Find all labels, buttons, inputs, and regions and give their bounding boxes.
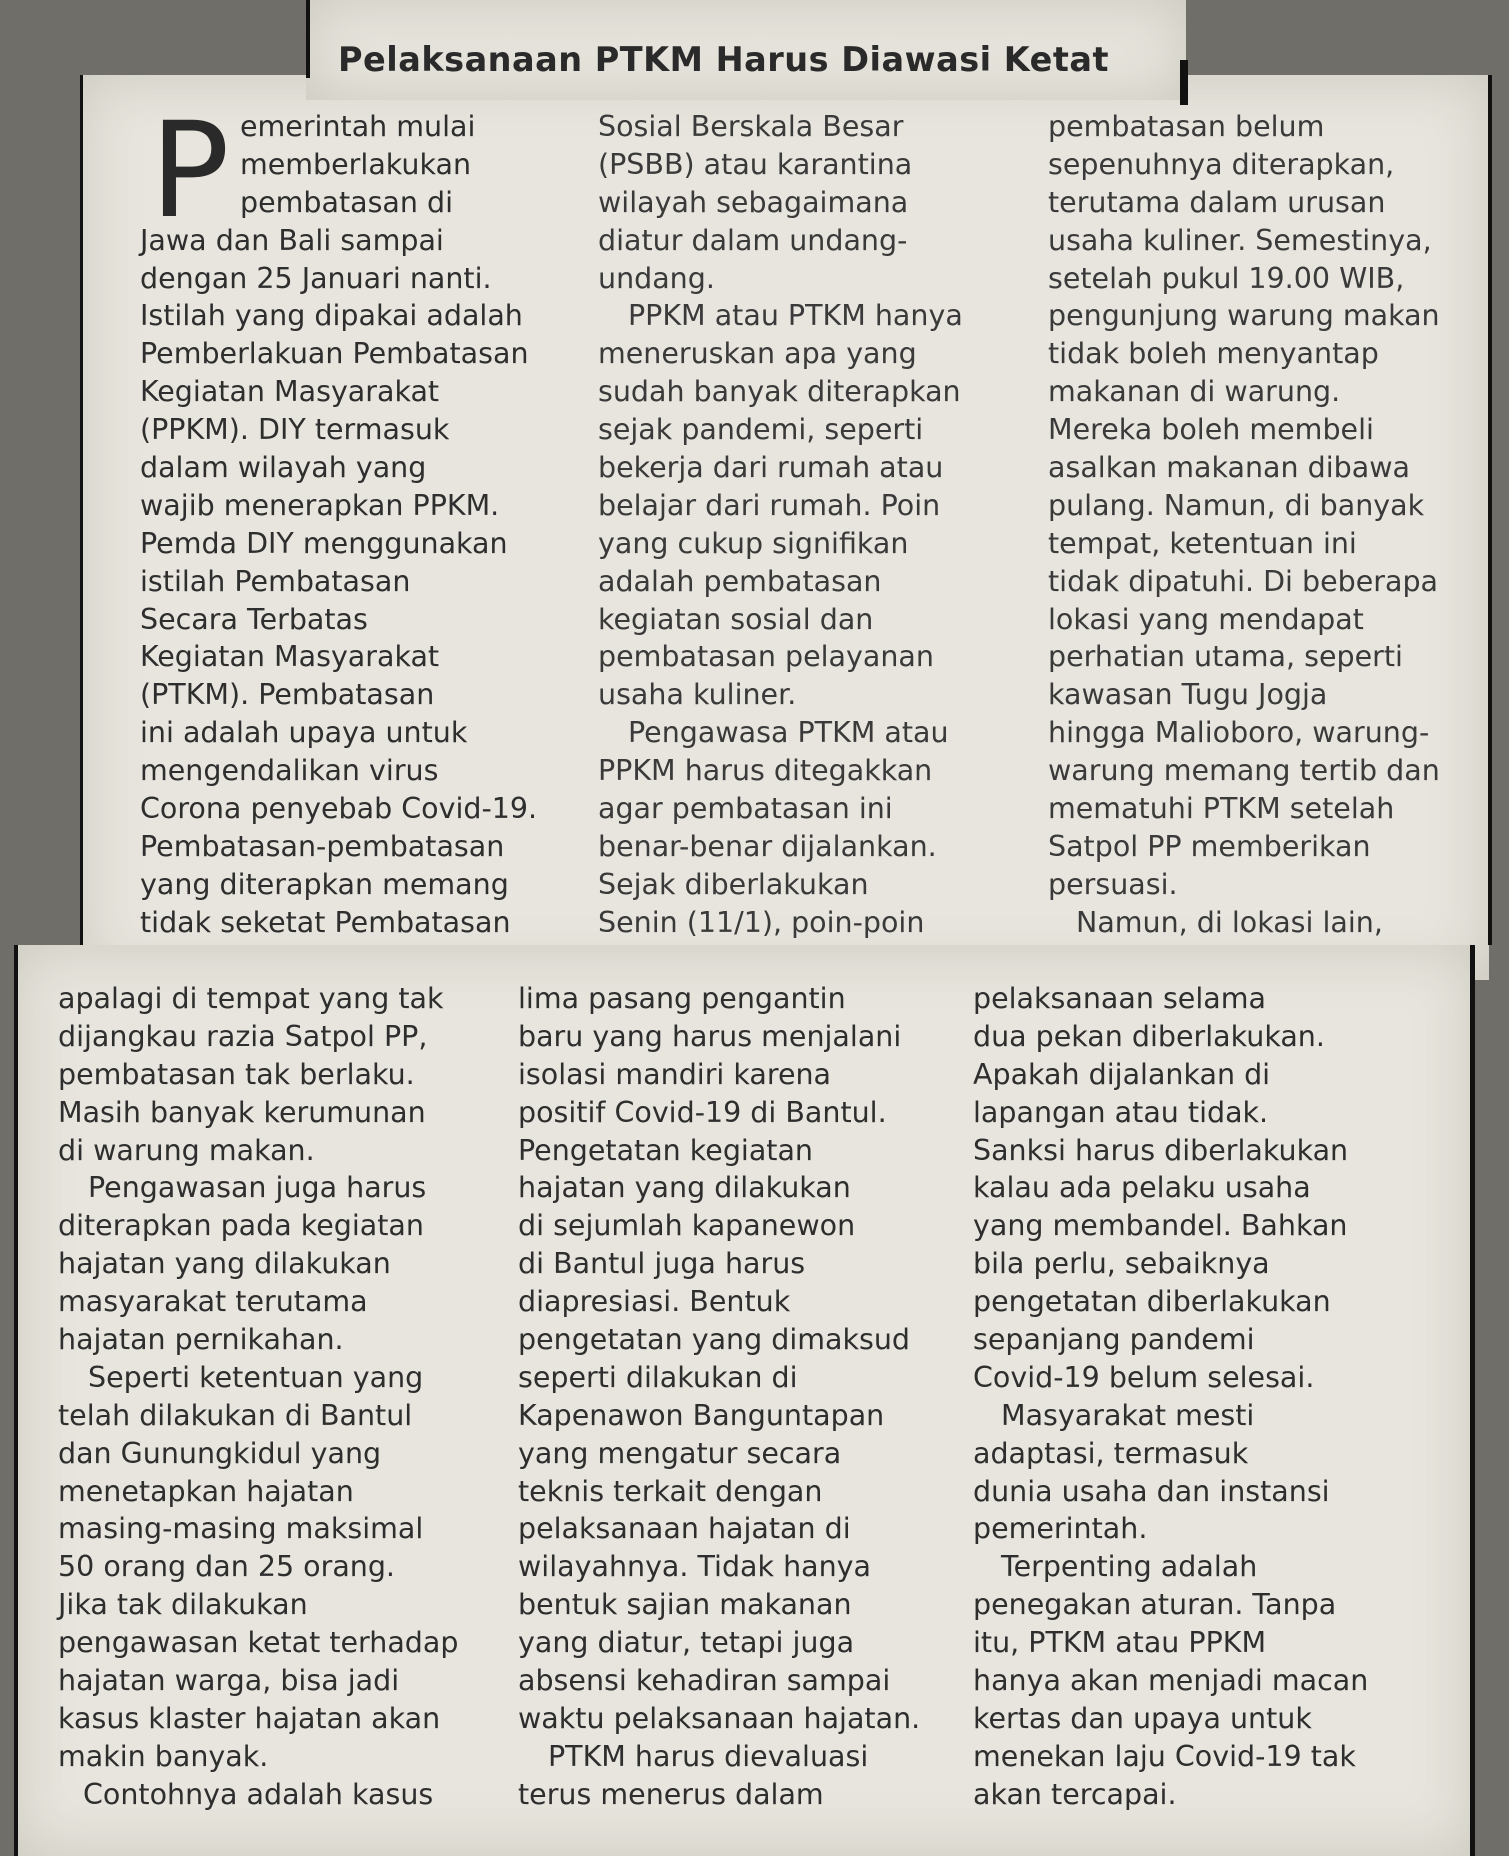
text-line: usaha kuliner. [598, 678, 797, 712]
text-line: tidak boleh menyantap [1048, 337, 1379, 371]
text-line: (PSBB) atau karantina [598, 147, 913, 181]
drop-cap: P [150, 94, 230, 248]
text-line: hajatan pernikahan. [58, 1323, 344, 1357]
text-line: Pengawasa PTKM atau [628, 716, 949, 750]
text-line: absensi kehadiran sampai [518, 1664, 891, 1698]
text-line: pembatasan belum [1048, 110, 1325, 143]
text-line: Sejak diberlakukan [598, 867, 869, 901]
text-line: Masih banyak kerumunan [58, 1095, 426, 1129]
text-line: hanya akan menjadi macan [973, 1664, 1369, 1698]
text-line: hingga Malioboro, warung- [1048, 716, 1430, 750]
text-line: pembatasan di [240, 185, 454, 219]
text-line: undang. [598, 261, 715, 295]
text-line: pengunjung warung makan [1048, 299, 1440, 333]
text-line: Pengawasan juga harus [88, 1171, 427, 1205]
text-line: penegakan aturan. Tanpa [973, 1588, 1337, 1622]
text-line: Jika tak dilakukan [58, 1588, 308, 1622]
text-line: sepenuhnya diterapkan, [1048, 147, 1395, 181]
text-line: isolasi mandiri karena [518, 1057, 832, 1091]
text-line: wilayah sebagaimana [598, 185, 909, 219]
top-column-2 [598, 108, 963, 942]
text-line: Namun, di lokasi lain, [1076, 905, 1383, 939]
clipping-edge [14, 945, 18, 1856]
text-line: di warung makan. [58, 1133, 315, 1167]
text-line: pelaksanaan selama [973, 982, 1266, 1015]
text-line: pembatasan pelayanan [598, 640, 934, 674]
text-line: makin banyak. [58, 1739, 269, 1773]
text-line: adaptasi, termasuk [973, 1436, 1249, 1470]
text-line: itu, PTKM atau PPKM [973, 1626, 1267, 1660]
text-line: meneruskan apa yang [598, 337, 917, 371]
text-line: istilah Pembatasan [140, 564, 411, 598]
text-line: lokasi yang mendapat [1048, 602, 1364, 636]
text-line: diterapkan pada kegiatan [58, 1209, 424, 1243]
text-line: Apakah dijalankan di [973, 1057, 1271, 1091]
text-line: sepanjang pandemi [973, 1323, 1255, 1357]
text-line: mengendalikan virus [140, 754, 439, 788]
text-line: kegiatan sosial dan [598, 602, 874, 636]
text-line: telah dilakukan di Bantul [58, 1398, 413, 1432]
text-line: Terpenting adalah [1001, 1550, 1258, 1584]
text-line: ini adalah upaya untuk [140, 716, 468, 750]
bottom-column-3 [973, 980, 1368, 1814]
text-line: Istilah yang dipakai adalah [140, 299, 523, 333]
text-line: pengetatan diberlakukan [973, 1285, 1331, 1319]
text-line: Pemberlakuan Pembatasan [140, 337, 529, 371]
text-line: diatur dalam undang- [598, 223, 908, 257]
text-line: tempat, ketentuan ini [1048, 526, 1357, 560]
text-line: makanan di warung. [1048, 375, 1341, 409]
text-line: akan tercapai. [973, 1777, 1177, 1811]
text-line: (PPKM). DIY termasuk [140, 413, 450, 447]
text-line: Pembatasan-pembatasan [140, 829, 505, 863]
article-headline: Pelaksanaan PTKM Harus Diawasi Ketat [338, 40, 1109, 79]
text-line: dua pekan diberlakukan. [973, 1019, 1325, 1053]
text-line: Masyarakat mesti [1001, 1398, 1255, 1432]
text-line: pelaksanaan hajatan di [518, 1512, 851, 1546]
bottom-column-1 [58, 980, 458, 1814]
text-line: Senin (11/1), poin-poin [598, 905, 925, 939]
text-line: sudah banyak diterapkan [598, 375, 961, 409]
text-line: mematuhi PTKM setelah [1048, 792, 1395, 826]
text-line: Covid-19 belum selesai. [973, 1360, 1315, 1394]
text-line: terus menerus dalam [518, 1777, 824, 1811]
text-line: benar-benar dijalankan. [598, 829, 937, 863]
text-line: tidak dipatuhi. Di beberapa [1048, 564, 1439, 598]
text-line: tidak seketat Pembatasan [140, 905, 511, 939]
text-line: kalau ada pelaku usaha [973, 1171, 1311, 1205]
text-line: baru yang harus menjalani [518, 1019, 902, 1053]
text-line: hajatan yang dilakukan [58, 1247, 391, 1281]
text-line: Satpol PP memberikan [1048, 829, 1371, 863]
text-line: yang diterapkan memang [140, 867, 509, 901]
text-line: menetapkan hajatan [58, 1474, 354, 1508]
text-line: bentuk sajian makanan [518, 1588, 852, 1622]
text-line: masing-masing maksimal [58, 1512, 424, 1546]
text-line: Secara Terbatas [140, 602, 368, 636]
text-line: Pengetatan kegiatan [518, 1133, 813, 1167]
text-line: yang mengatur secara [518, 1436, 842, 1470]
text-line: Seperti ketentuan yang [88, 1360, 424, 1394]
text-line: waktu pelaksanaan hajatan. [518, 1701, 921, 1735]
text-line: emerintah mulai [240, 110, 476, 143]
text-line: positif Covid-19 di Bantul. [518, 1095, 887, 1129]
text-line: hajatan yang dilakukan [518, 1171, 851, 1205]
text-line: pengawasan ketat terhadap [58, 1626, 459, 1660]
text-line: kawasan Tugu Jogja [1048, 678, 1328, 712]
text-line: menekan laju Covid-19 tak [973, 1739, 1356, 1773]
text-line: kertas dan upaya untuk [973, 1701, 1312, 1735]
text-line: pembatasan tak berlaku. [58, 1057, 415, 1091]
clipping-edge [1488, 75, 1492, 945]
text-line: Corona penyebab Covid-19. [140, 792, 538, 826]
text-line: Contohnya adalah kasus [83, 1777, 434, 1811]
text-line: warung memang tertib dan [1048, 754, 1440, 788]
text-line: adalah pembatasan [598, 564, 882, 598]
clipping-edge [1180, 60, 1188, 105]
text-line: terutama dalam urusan [1048, 185, 1386, 219]
text-line: masyarakat terutama [58, 1285, 368, 1319]
text-line: asalkan makanan dibawa [1048, 451, 1410, 485]
top-column-1 [140, 108, 537, 942]
top-column-3 [1048, 108, 1440, 942]
text-line: dijangkau razia Satpol PP, [58, 1019, 428, 1053]
text-line: persuasi. [1048, 867, 1178, 901]
text-line: pengetatan yang dimaksud [518, 1323, 911, 1357]
text-line: dunia usaha dan instansi [973, 1474, 1330, 1508]
text-line: PPKM atau PTKM hanya [628, 299, 963, 333]
text-line: yang membandel. Bahkan [973, 1209, 1348, 1243]
text-line: (PTKM). Pembatasan [140, 678, 435, 712]
text-line: dan Gunungkidul yang [58, 1436, 382, 1470]
text-line: di Bantul juga harus [518, 1247, 806, 1281]
text-line: wilayahnya. Tidak hanya [518, 1550, 872, 1584]
text-line: perhatian utama, seperti [1048, 640, 1403, 674]
text-line: wajib menerapkan PPKM. [140, 488, 500, 522]
text-line: seperti dilakukan di [518, 1360, 798, 1394]
text-line: kasus klaster hajatan akan [58, 1701, 441, 1735]
text-line: hajatan warga, bisa jadi [58, 1664, 400, 1698]
text-line: Jawa dan Bali sampai [140, 223, 444, 257]
text-line: yang cukup signifikan [598, 526, 909, 560]
text-line: Kapenawon Banguntapan [518, 1398, 885, 1432]
text-line: diapresiasi. Bentuk [518, 1285, 791, 1319]
text-line: di sejumlah kapanewon [518, 1209, 856, 1243]
clipping-edge [80, 75, 83, 945]
text-line: yang diatur, tetapi juga [518, 1626, 855, 1660]
text-line: Kegiatan Masyarakat [140, 375, 440, 409]
text-line: pulang. Namun, di banyak [1048, 488, 1425, 522]
text-line: Sanksi harus diberlakukan [973, 1133, 1349, 1167]
text-line: usaha kuliner. Semestinya, [1048, 223, 1432, 257]
text-line: dengan 25 Januari nanti. [140, 261, 492, 295]
text-line: belajar dari rumah. Poin [598, 488, 941, 522]
text-line: bekerja dari rumah atau [598, 451, 944, 485]
text-line: memberlakukan [240, 147, 472, 181]
text-line: lapangan atau tidak. [973, 1095, 1269, 1129]
text-line: Kegiatan Masyarakat [140, 640, 440, 674]
text-line: teknis terkait dengan [518, 1474, 823, 1508]
bottom-column-2 [518, 980, 920, 1814]
text-line: setelah pukul 19.00 WIB, [1048, 261, 1405, 295]
text-line: Sosial Berskala Besar [598, 110, 904, 143]
clipping-edge [306, 0, 310, 78]
text-line: lima pasang pengantin [518, 982, 846, 1015]
text-line: sejak pandemi, seperti [598, 413, 924, 447]
text-line: pemerintah. [973, 1512, 1148, 1546]
text-line: PPKM harus ditegakkan [598, 754, 933, 788]
text-line: dalam wilayah yang [140, 451, 427, 485]
clipping-edge [1470, 945, 1475, 1856]
text-line: Mereka boleh membeli [1048, 413, 1374, 447]
text-line: bila perlu, sebaiknya [973, 1247, 1270, 1281]
text-line: Pemda DIY menggunakan [140, 526, 508, 560]
text-line: PTKM harus dievaluasi [548, 1739, 869, 1773]
text-line: apalagi di tempat yang tak [58, 982, 444, 1015]
text-line: agar pembatasan ini [598, 792, 893, 826]
text-line: 50 orang dan 25 orang. [58, 1550, 395, 1584]
